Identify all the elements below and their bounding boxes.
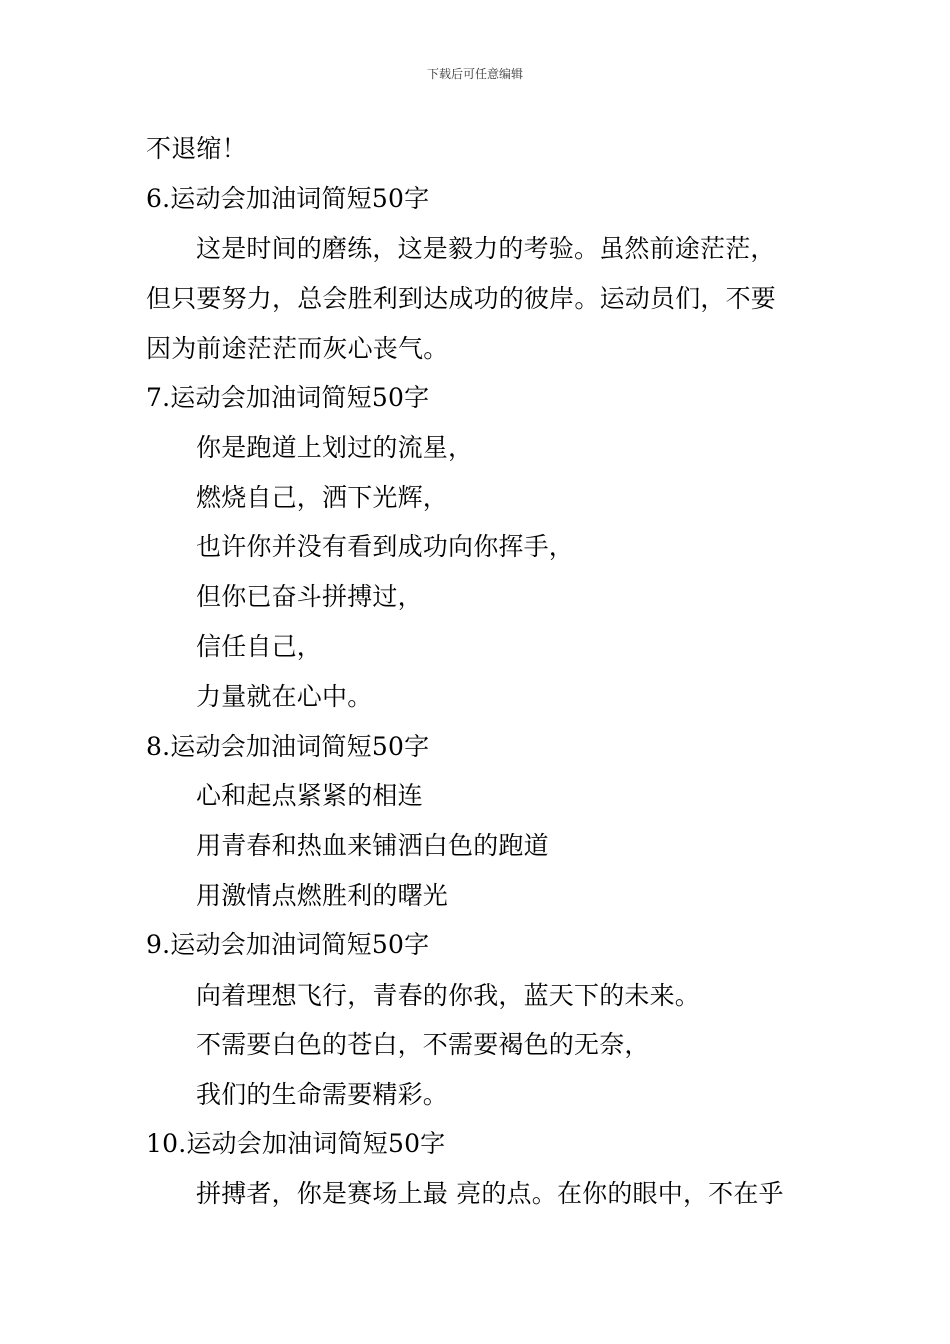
text-line: 但只要努力，总会胜利到达成功的彼岸。运动员们，不要 bbox=[146, 284, 777, 313]
text-line: 但你已奋斗拼搏过， bbox=[196, 582, 423, 611]
page-header: 下载后可任意编辑 bbox=[426, 67, 523, 81]
text-line: 我们的生命需要精彩。 bbox=[196, 1080, 449, 1109]
text-line: 不需要白色的苍白，不需要褐色的无奈， bbox=[196, 1030, 650, 1059]
text-line: 燃烧自己，洒下光辉， bbox=[196, 483, 449, 512]
text-line: 向着理想飞行，青春的你我，蓝天下的未来。 bbox=[196, 981, 701, 1010]
section-heading: 8.运动会加油词简短50字 bbox=[146, 732, 430, 761]
text-line: 用激情点燃胜利的曙光 bbox=[196, 881, 449, 910]
text-line: 因为前途茫茫而灰心丧气。 bbox=[146, 334, 449, 363]
text-line: 力量就在心中。 bbox=[196, 682, 373, 711]
section-heading: 9.运动会加油词简短50字 bbox=[146, 930, 430, 959]
text-line: 你是跑道上划过的流星， bbox=[196, 433, 474, 462]
text-line: 这是时间的磨练，这是毅力的考验。虽然前途茫茫， bbox=[196, 234, 776, 263]
section-heading: 6.运动会加油词简短50字 bbox=[146, 184, 430, 213]
section-heading: 7.运动会加油词简短50字 bbox=[146, 383, 430, 412]
text-line: 用青春和热血来铺洒白色的跑道 bbox=[196, 831, 549, 860]
section-heading: 10.运动会加油词简短50字 bbox=[146, 1129, 446, 1158]
text-line: 不退缩！ bbox=[146, 134, 247, 163]
text-line: 也许你并没有看到成功向你挥手， bbox=[196, 532, 575, 561]
text-line: 心和起点紧紧的相连 bbox=[196, 781, 423, 810]
text-line: 拼搏者，你是赛场上最 亮的点。在你的眼中，不在乎 bbox=[196, 1179, 784, 1208]
text-line: 信任自己， bbox=[196, 632, 323, 661]
